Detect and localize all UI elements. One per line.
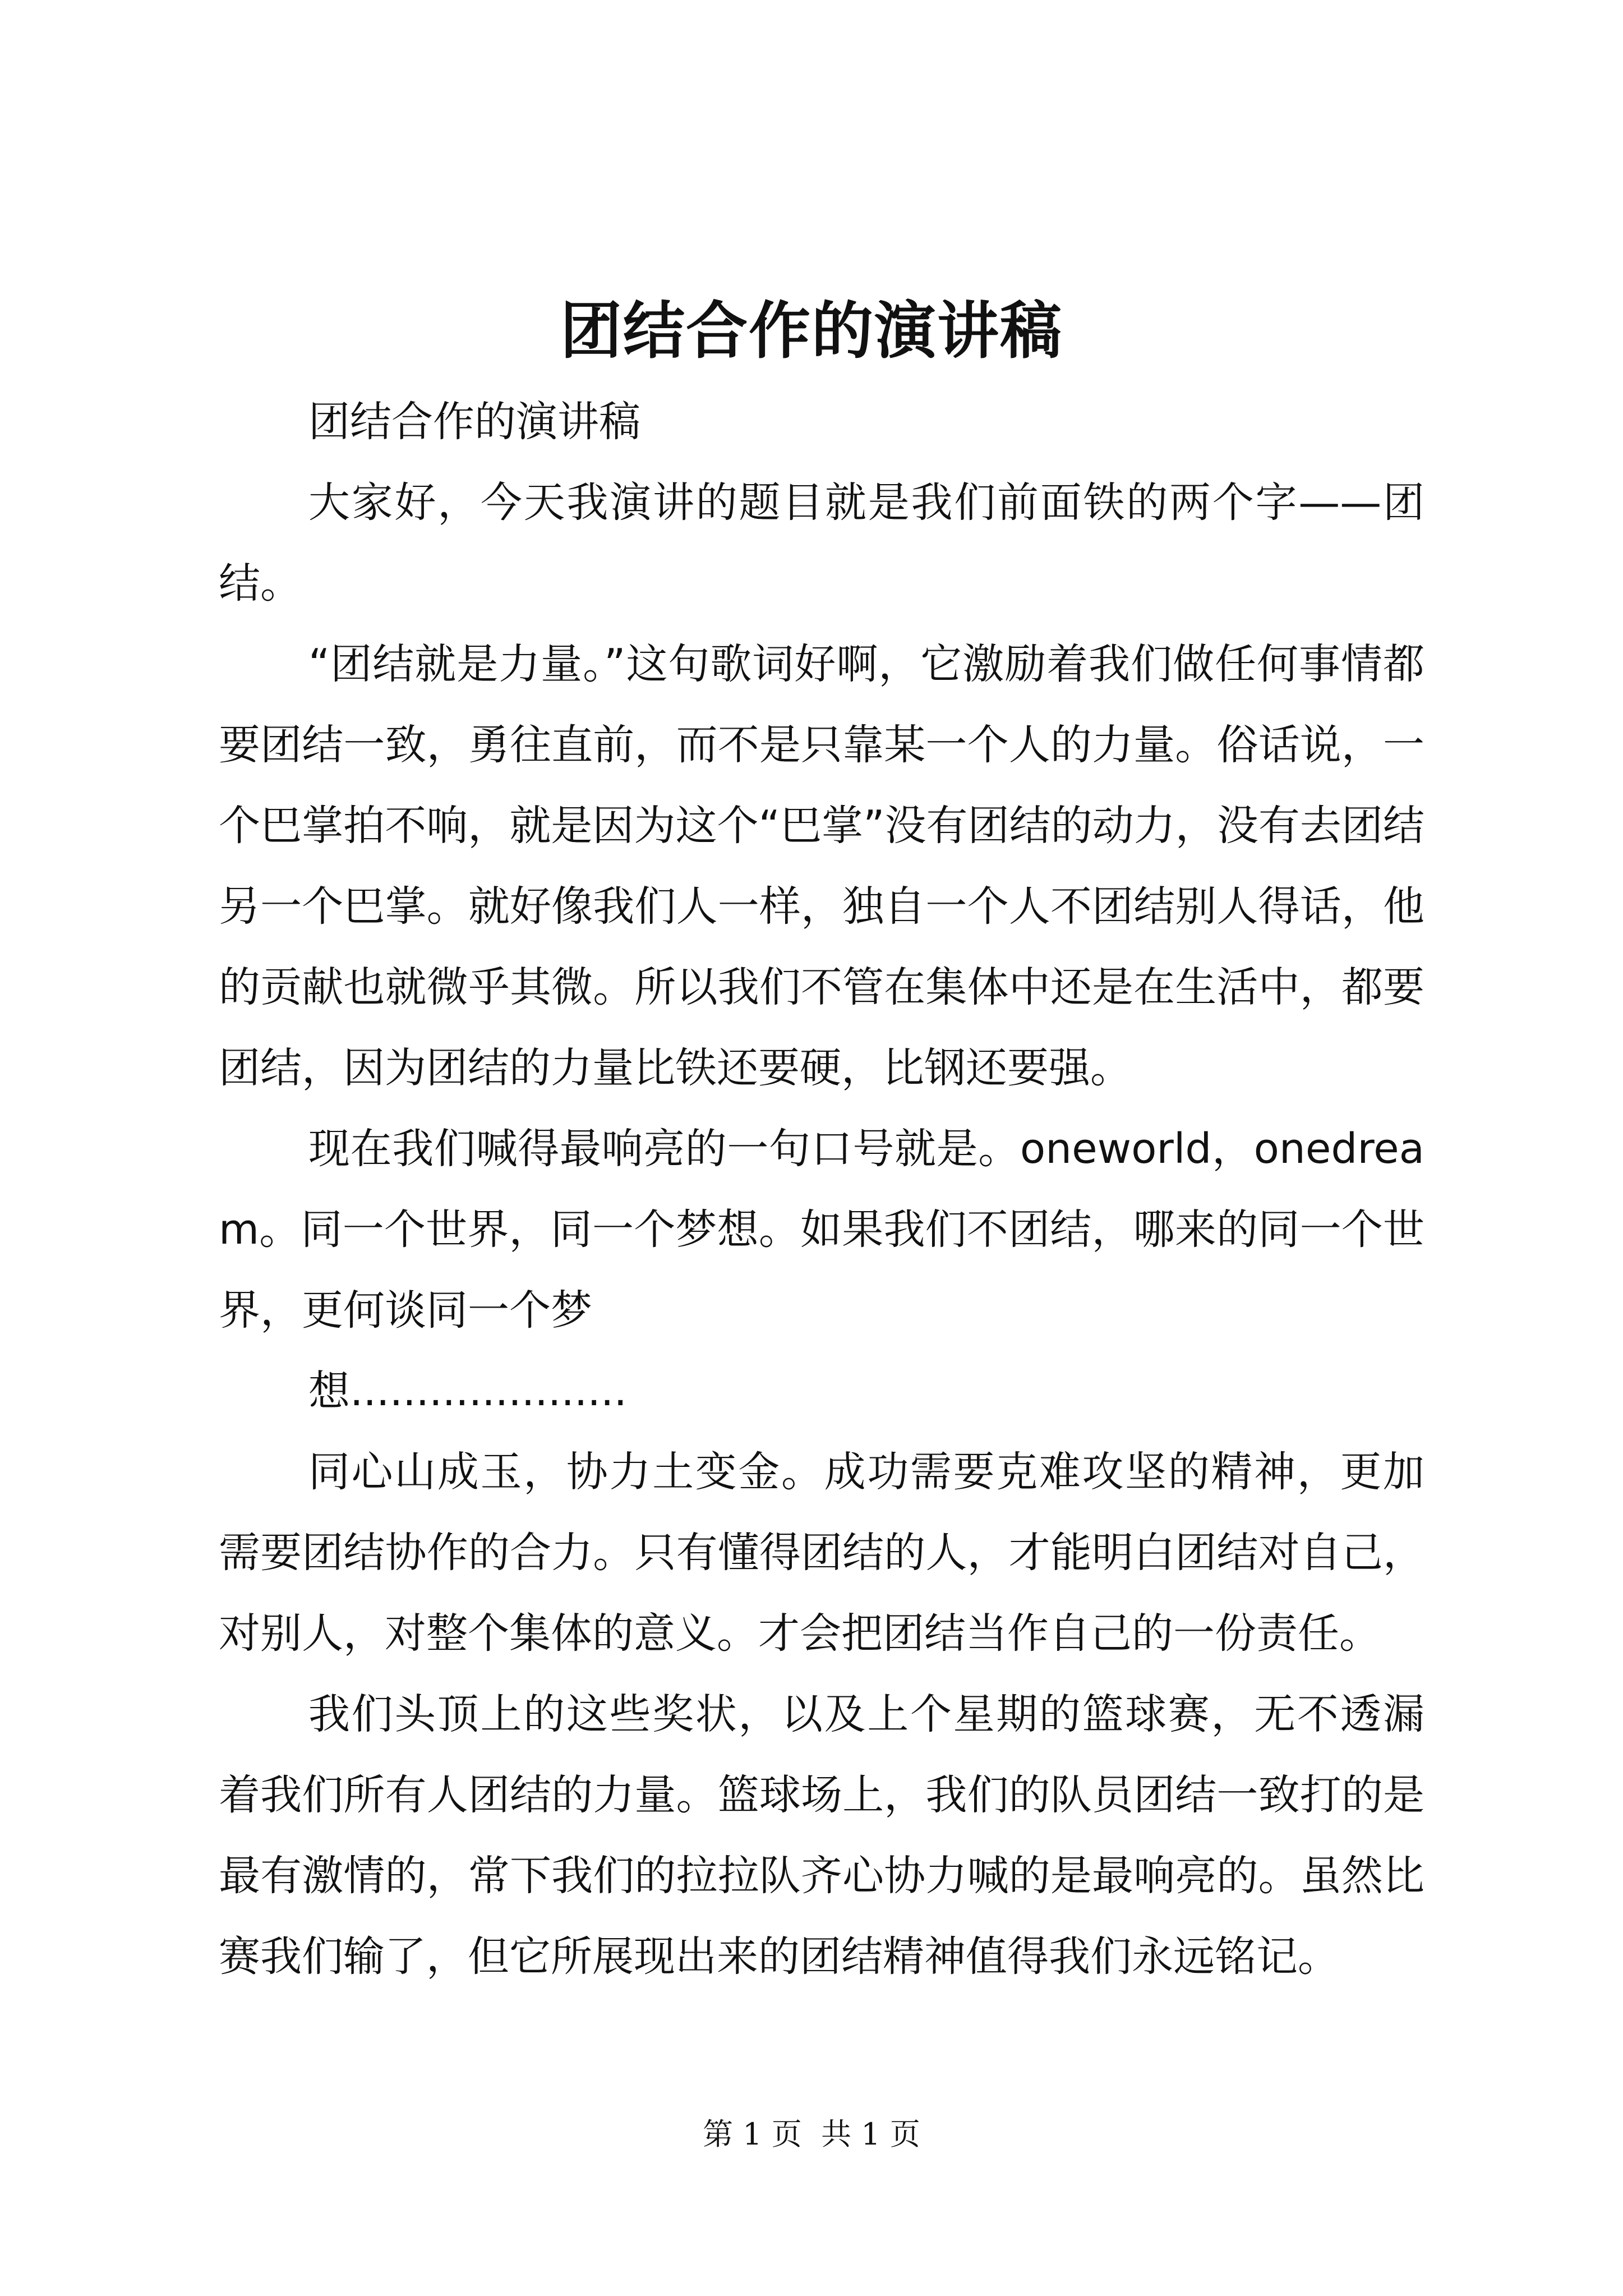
document-body: [219, 381, 1424, 1997]
page-total-label: 共 1 页: [821, 2116, 920, 2152]
paragraph-dream-ellipsis: 想.....................: [308, 1367, 627, 1415]
document-title: 团结合作的演讲稿: [560, 295, 1063, 367]
paragraph-unity-strength: “团结就是力量。”这句歌词好啊，它激励着我们做任何事情都要团结一致，勇往直前，而不是只靠某一个人的力量。俗话说，一个巴掌拍不响，就是因为这个“巴掌”没有团结的动力，没有去团结另一个巴掌。就好像我们人一样，独自一个人不团结别人得话，他的贡献也就微乎其微。所以我们不管在集体中还是在生活中，都要团结，因为团结的力量比铁还要硬，比钢还要强。: [219, 640, 1424, 1092]
page-number-label: 第 1 页: [703, 2116, 802, 2152]
paragraph-cooperation: 同心山成玉，协力土变金。成功需要克难攻坚的精神，更加需要团结协作的合力。只有懂得团结的人，才能明白团结对自己，对别人，对整个集体的意义。才会把团结当作自己的一份责任。: [219, 1448, 1424, 1658]
paragraph-basketball: 我们头顶上的这些奖状，以及上个星期的篮球赛，无不透漏着我们所有人团结的力量。篮球场上，我们的队员团结一致打的是最有激情的，常下我们的拉拉队齐心协力喊的是最响亮的。虽然比赛我们输了，但它所展现出来的团结精神值得我们永远铭记。: [219, 1690, 1424, 1981]
paragraph-one-world: 现在我们喊得最响亮的一句口号就是。oneworld，onedream。同一个世界，同一个梦想。如果我们不团结，哪来的同一个世界，更何谈同一个梦: [219, 1125, 1424, 1335]
paragraph-greeting: 大家好，今天我演讲的题目就是我们前面铁的两个字——团结。: [219, 478, 1424, 608]
paragraph-subtitle: 团结合作的演讲稿: [308, 398, 640, 446]
page-footer: [0, 2115, 1623, 2154]
